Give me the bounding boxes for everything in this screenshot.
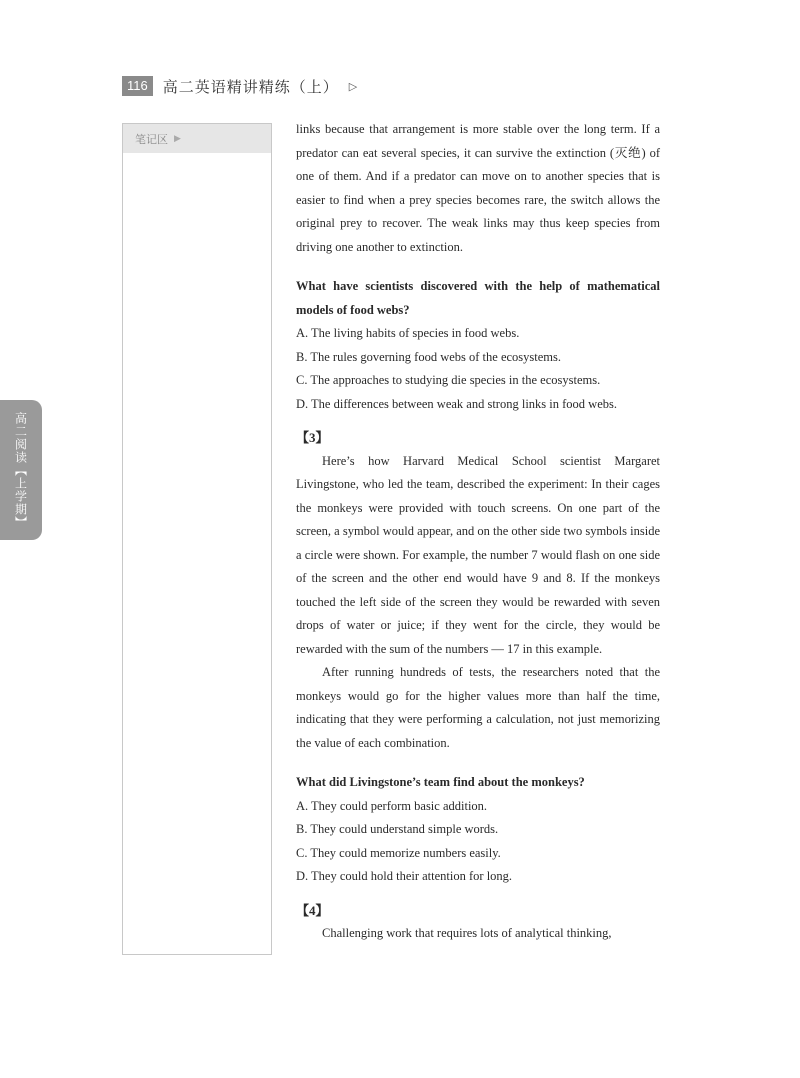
question-stem: What have scientists discovered with the help of mathematical models of food webs? [296,279,660,317]
option-c: C. The approaches to studying die species in the ecosystems. [296,373,601,387]
play-arrow-icon: ▷ [348,79,358,93]
passage-paragraph: Challenging work that requires lots of analytical thinking, [322,926,612,940]
section-label: 【3】 [296,430,329,445]
section-label: 【4】 [296,902,329,918]
side-tab [0,400,42,540]
notes-label: 笔记区 [135,132,168,146]
arrow-right-icon: ▶ [174,133,181,144]
option-b: B. The rules governing food webs of the ecosystems. [296,349,561,364]
page-header [122,74,357,98]
passage-paragraph: After running hundreds of tests, the researchers noted that the monkeys would go for the higher values more than half the time, indicating that they were performing a calculation, not just memorizing the value of each combination. [296,665,660,750]
main-content [296,118,660,946]
book-title: 高二英语精讲精练（上） [162,77,339,96]
option-d: D. They could hold their attention for long. [296,869,513,883]
page-number: 116 [122,76,153,96]
option-c: C. They could memorize numbers easily. [296,845,501,860]
side-tab-label: 高二阅读【上学期】 [13,411,28,529]
option-d: D. The differences between weak and strong links in food webs. [296,396,617,411]
notes-area [122,123,272,955]
option-a: A. The living habits of species in food webs. [296,326,520,340]
passage-paragraph: Here’s how Harvard Medical School scientist Margaret Livingstone, who led the team, described the experiment: In their cages the monkeys were provided with touch screens. On one part of the screen, a symbol would appear, and on the other side two symbols inside a circle were shown. For example, the number 7 would flash on one side of the screen and the other end would have 9 and 8. If the monkeys touched the left side of the screen they would be rewarded with seven drops of water or juice; if they went for the circle, they would be rewarded with the sum of the numbers — 17 in this example. [296,453,661,656]
question-stem: What did Livingstone’s team find about the monkeys? [296,775,585,789]
passage-paragraph: links because that arrangement is more stable over the long term. If a predator can eat several species, it can survive the extinction (灭绝) of one of them. And if a predator can move on to another species that is easier to find when a prey species becomes rare, the switch allows the original prey to recover. The weak links may thus keep species from driving one another to extinction. [296,122,660,254]
option-b: B. They could understand simple words. [296,822,499,836]
notes-header [123,124,271,153]
option-a: A. They could perform basic addition. [296,798,488,813]
